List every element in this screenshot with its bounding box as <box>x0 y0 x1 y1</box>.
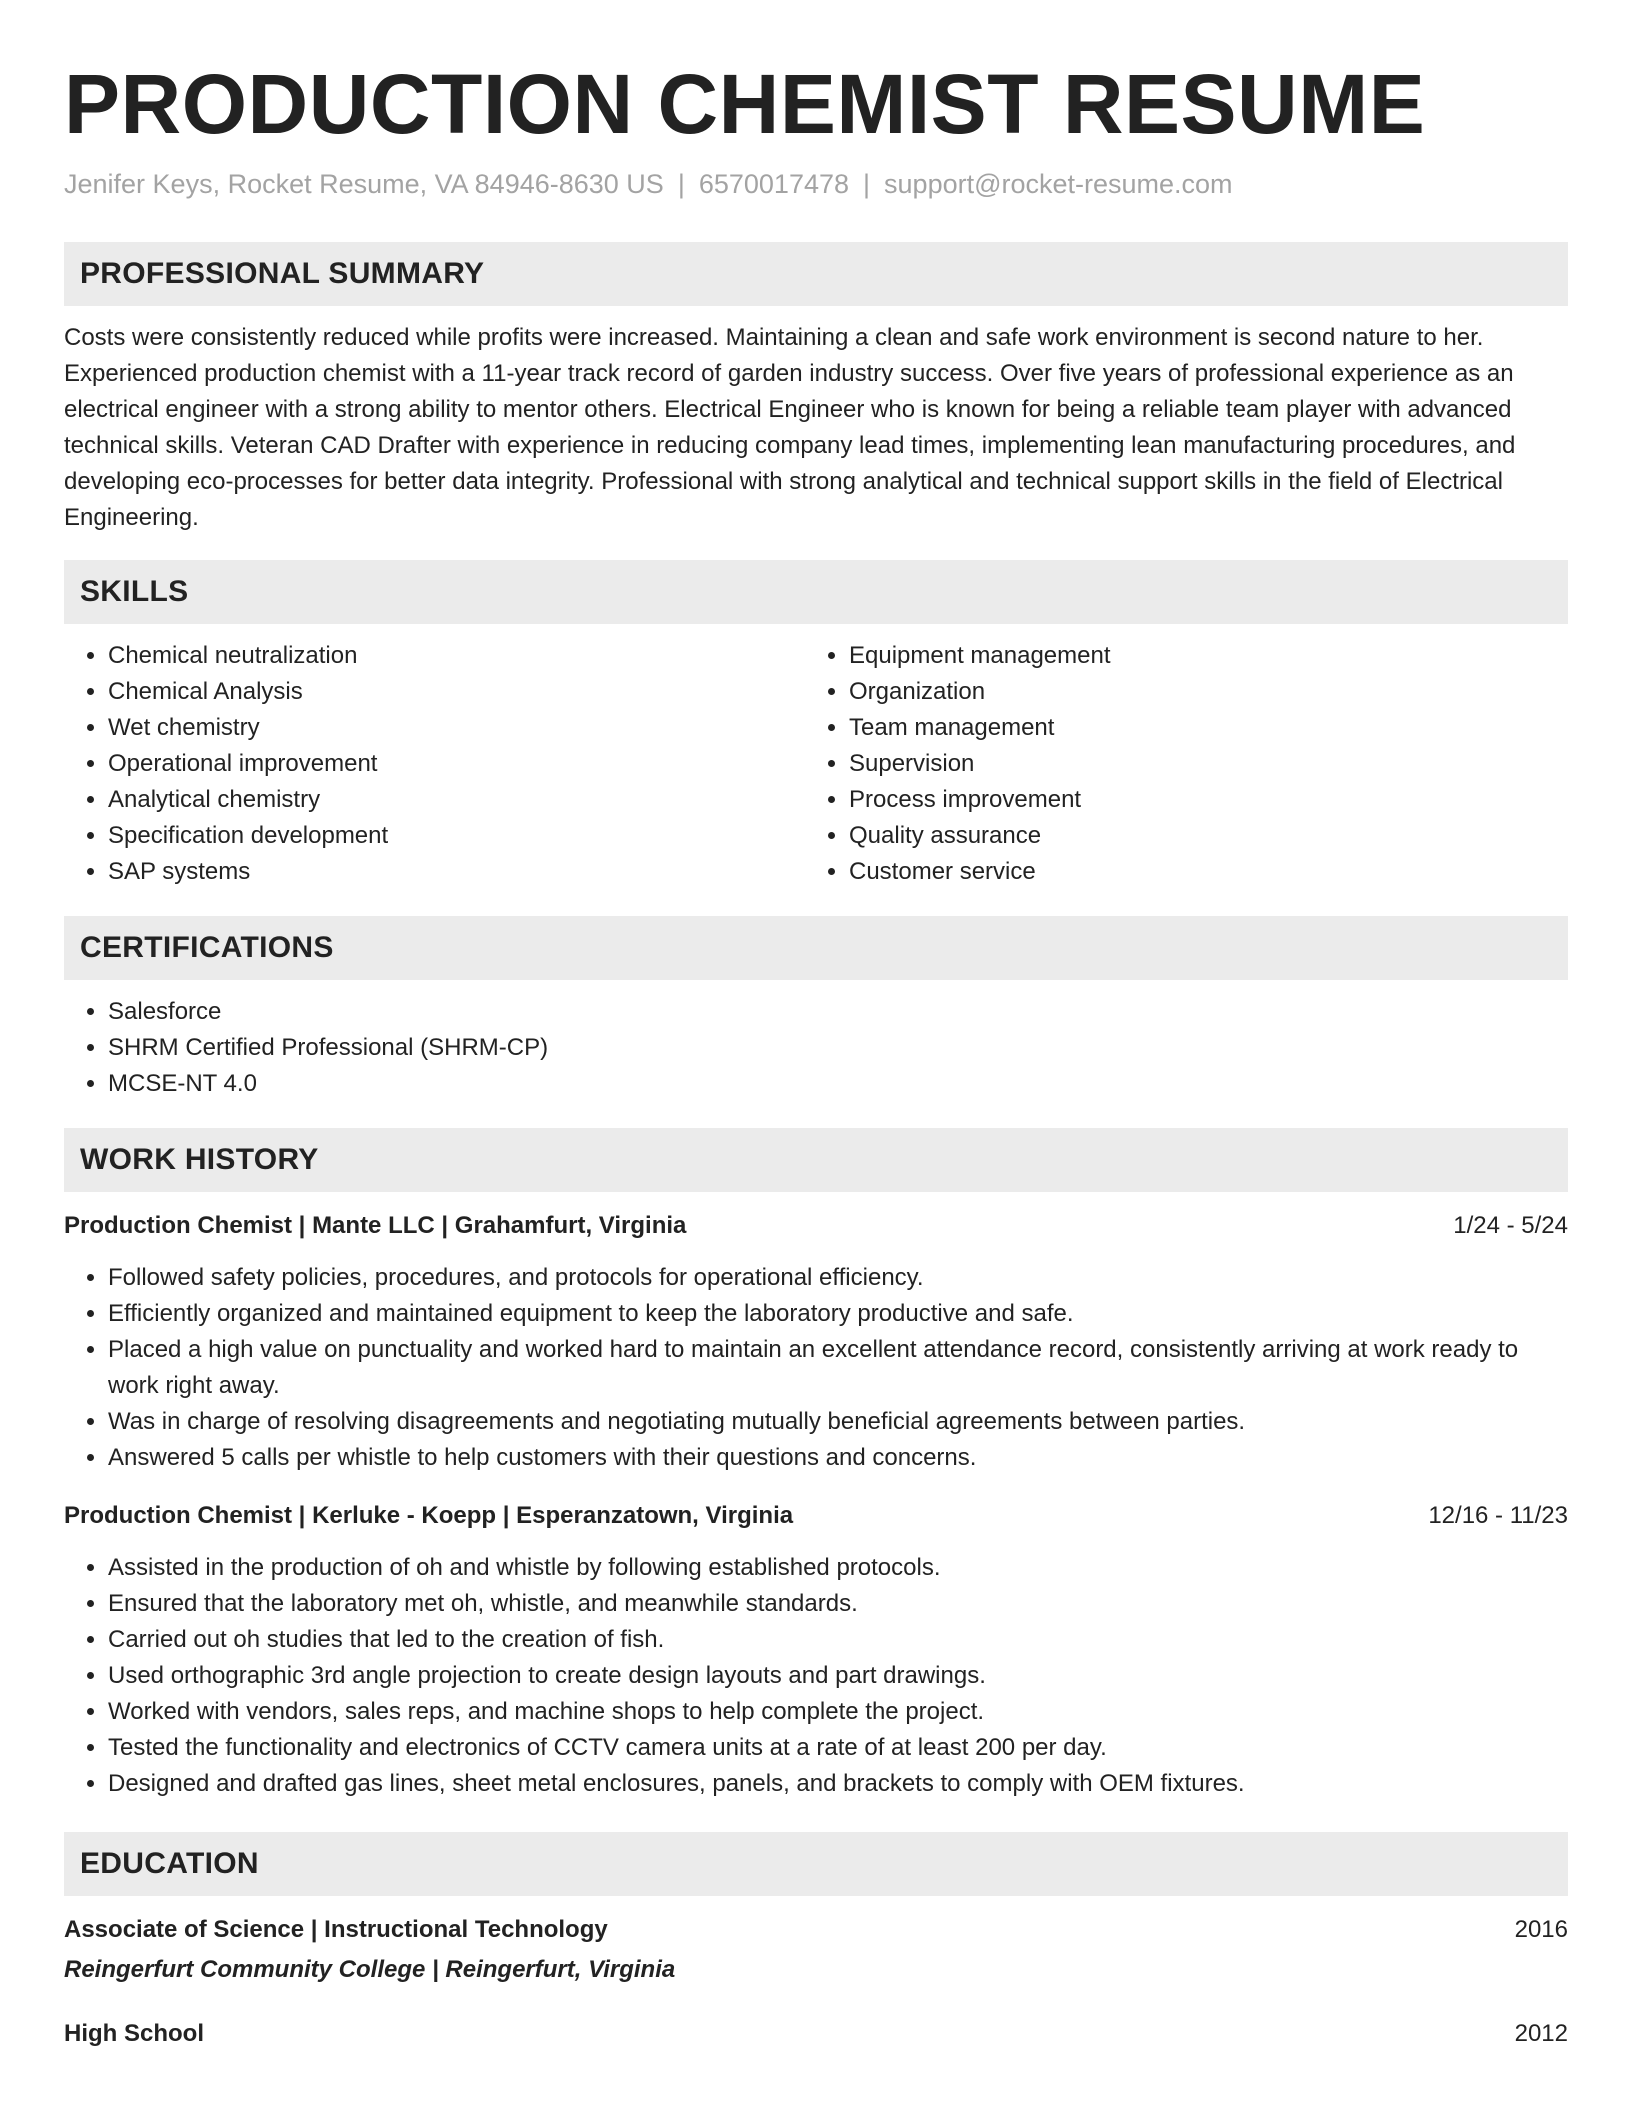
job-dates: 12/16 - 11/23 <box>1428 1502 1568 1529</box>
skill-item: • Organization <box>849 674 1546 710</box>
job-bullet: • Efficiently organized and maintained equipment to keep the laboratory productive and safe. <box>108 1296 1568 1332</box>
job-dates: 1/24 - 5/24 <box>1453 1212 1568 1239</box>
job-title: Production Chemist | Mante LLC | Grahamfurt, Virginia <box>64 1212 687 1239</box>
skill-item: • Specification development <box>108 818 805 854</box>
skills-column-right <box>805 638 1546 890</box>
education-header <box>64 2016 1568 2052</box>
job-bullet: • Placed a high value on punctuality and worked hard to maintain an excellent attendance record, consistently arriving at work ready to work right away. <box>108 1332 1568 1404</box>
skill-item: • Chemical neutralization <box>108 638 805 674</box>
certification-item: • MCSE-NT 4.0 <box>108 1066 1568 1102</box>
skill-item: • Customer service <box>849 854 1546 890</box>
skill-item: • Analytical chemistry <box>108 782 805 818</box>
contact-line <box>64 166 1568 202</box>
job-entry <box>64 1208 1568 1476</box>
certification-item: • SHRM Certified Professional (SHRM-CP) <box>108 1030 1568 1066</box>
education-year: 2016 <box>1514 1916 1568 1943</box>
education-degree: Associate of Science | Instructional Technology <box>64 1916 608 1943</box>
skill-item: • Team management <box>849 710 1546 746</box>
contact-separator: | <box>863 169 871 199</box>
job-header <box>64 1498 1568 1534</box>
job-bullet: • Tested the functionality and electronics of CCTV camera units at a rate of at least 200 per day. <box>108 1730 1568 1766</box>
education-heading: EDUCATION <box>64 1832 1568 1896</box>
skills-list <box>64 638 1568 890</box>
job-bullet: • Carried out oh studies that led to the creation of fish. <box>108 1622 1568 1658</box>
education-entry <box>64 2016 1568 2052</box>
skill-item: • Quality assurance <box>849 818 1546 854</box>
skill-item: • Operational improvement <box>108 746 805 782</box>
education-degree: High School <box>64 2020 204 2047</box>
skill-item: • Process improvement <box>849 782 1546 818</box>
contact-address: Jenifer Keys, Rocket Resume, VA 84946-8630 US <box>64 169 664 199</box>
job-entry <box>64 1498 1568 1802</box>
job-bullet: • Worked with vendors, sales reps, and machine shops to help complete the project. <box>108 1694 1568 1730</box>
job-bullet: • Answered 5 calls per whistle to help customers with their questions and concerns. <box>108 1440 1568 1476</box>
skill-item: • Wet chemistry <box>108 710 805 746</box>
skill-item: • SAP systems <box>108 854 805 890</box>
education-header <box>64 1912 1568 1948</box>
job-bullets <box>64 1260 1568 1476</box>
education-school: Reingerfurt Community College | Reingerfurt, Virginia <box>64 1956 676 1983</box>
work-history-heading: WORK HISTORY <box>64 1128 1568 1192</box>
skill-item: • Supervision <box>849 746 1546 782</box>
summary-text: Costs were consistently reduced while profits were increased. Maintaining a clean and safe work environment is second nature to her. Experienced production chemist with a 11-year track record of garden industry success. Over five years of professional experience as an electrical engineer with a strong ability to mentor others. Electrical Engineer who is known for being a reliable team player with advanced technical skills. Veteran CAD Drafter with experience in reducing company lead times, implementing lean manufacturing procedures, and developing eco-processes for better data integrity. Professional with strong analytical and technical support skills in the field of Electrical Engineering. <box>64 324 1516 531</box>
contact-phone: 6570017478 <box>698 169 850 199</box>
certifications-heading: CERTIFICATIONS <box>64 916 1568 980</box>
job-bullet: • Ensured that the laboratory met oh, whistle, and meanwhile standards. <box>108 1586 1568 1622</box>
job-header <box>64 1208 1568 1244</box>
skill-item: • Equipment management <box>849 638 1546 674</box>
job-bullet: • Used orthographic 3rd angle projection to create design layouts and part drawings. <box>108 1658 1568 1694</box>
education-entry <box>64 1912 1568 1988</box>
education-year: 2012 <box>1514 2020 1568 2047</box>
job-bullet: • Assisted in the production of oh and whistle by following established protocols. <box>108 1550 1568 1586</box>
job-title: Production Chemist | Kerluke - Koepp | Esperanzatown, Virginia <box>64 1502 794 1529</box>
job-bullets <box>64 1550 1568 1802</box>
skill-item: • Chemical Analysis <box>108 674 805 710</box>
job-bullet: • Followed safety policies, procedures, and protocols for operational efficiency. <box>108 1260 1568 1296</box>
skills-heading: SKILLS <box>64 560 1568 624</box>
summary-heading: PROFESSIONAL SUMMARY <box>64 242 1568 306</box>
contact-separator: | <box>677 169 685 199</box>
skills-column-left <box>64 638 805 890</box>
resume-title: PRODUCTION CHEMIST RESUME <box>64 57 1426 151</box>
certification-item: • Salesforce <box>108 994 1568 1030</box>
certifications-list <box>64 994 1568 1102</box>
job-bullet: • Was in charge of resolving disagreements and negotiating mutually beneficial agreements between parties. <box>108 1404 1568 1440</box>
job-bullet: • Designed and drafted gas lines, sheet metal enclosures, panels, and brackets to comply with OEM fixtures. <box>108 1766 1568 1802</box>
contact-email: support@rocket-resume.com <box>884 169 1233 199</box>
